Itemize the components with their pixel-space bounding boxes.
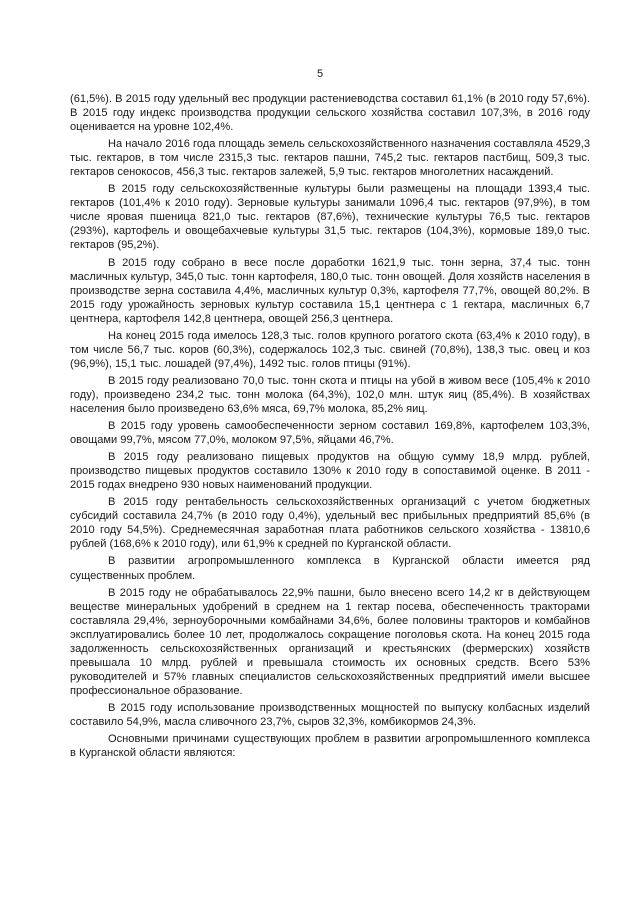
paragraph: Основными причинами существующих проблем в развитии агропромышленного комплекса в Курганской области являются:	[70, 733, 590, 760]
page-number: 5	[316, 68, 324, 80]
paragraph: В 2015 году реализовано 70,0 тыс. тонн скота и птицы на убой в живом весе (105,4% к 2010 году), произведено 234,2 тыс. тонн молока (64,3%), 102,0 млн. штук яиц (85,4%). В хозяйствах населения было произведено 63,6% мяса, 69,7% молока, 85,2% яиц.	[70, 374, 590, 415]
paragraph: В 2015 году использование производственных мощностей по выпуску колбасных изделий составило 54,9%, масла сливочного 23,7%, сыров 32,3%, комбикормов 24,3%.	[70, 701, 590, 728]
paragraph: В 2015 году собрано в весе после доработки 1621,9 тыс. тонн зерна, 37,4 тыс. тонн масличных культур, 345,0 тыс. тонн картофеля, 180,0 тыс. тонн овощей. Доля хозяйств населения в производстве зерна составила 4,4%, масличных культур 0,3%, картофеля 77,7%, овощей 80,2%. В 2015 году урожайность зерновых культур составила 15,1 центнера с 1 гектара, масличных 6,7 центнера, картофеля 142,8 центнера, овощей 256,3 центнера.	[70, 256, 590, 325]
paragraph: (61,5%). В 2015 году удельный вес продукции растениеводства составил 61,1% (в 2010 году 57,6%). В 2015 году индекс производства продукции сельского хозяйства составил 107,3%, в 2016 году оценивается на уровне 102,4%.	[70, 93, 590, 134]
paragraph: В 2015 году рентабельность сельскохозяйственных организаций с учетом бюджетных субсидий составила 24,7% (в 2010 году 0,4%), удельный вес прибыльных предприятий 85,6% (в 2010 году 54,5%). Среднемесячная заработная плата работников сельского хозяйства - 13810,6 рублей (168,6% к 2010 году), или 61,9% к средней по Курганской области.	[70, 496, 590, 551]
paragraph: На начало 2016 года площадь земель сельскохозяйственного назначения составляла 4529,3 тыс. гектаров, в том числе 2315,3 тыс. гектаров пашни, 745,2 тыс. гектаров пастбищ, 509,3 тыс. гектаров сенокосов, 456,3 тыс. гектаров залежей, 5,9 тыс. гектаров многолетних насаждений.	[70, 138, 590, 179]
paragraph: В развитии агропромышленного комплекса в Курганской области имеется ряд существенных проблем.	[70, 555, 590, 582]
paragraph: В 2015 году уровень самообеспеченности зерном составил 169,8%, картофелем 103,3%, овощами 99,7%, мясом 77,0%, молоком 97,5%, яйцами 46,7%.	[70, 420, 590, 447]
paragraph: На конец 2015 года имелось 128,3 тыс. голов крупного рогатого скота (63,4% к 2010 году), в том числе 56,7 тыс. коров (60,3%), содержалось 102,3 тыс. свиней (70,8%), 138,3 тыс. овец и коз (96,9%), 15,1 тыс. лошадей (97,4%), 1492 тыс. голов птицы (91%).	[70, 329, 590, 370]
paragraph: В 2015 году не обрабатывалось 22,9% пашни, было внесено всего 14,2 кг в действующем веществе минеральных удобрений в среднем на 1 гектар посева, обеспеченность тракторами составляла 29,4%, зерноуборочными комбайнами 34,6%, более половины тракторов и комбайнов эксплуатировались более 10 лет, продолжалось сокращение поголовья скота. На конец 2015 года задолженность сельскохозяйственных организаций и крестьянских (фермерских) хозяйств превышала 10 млрд. рублей и превышала стоимость их основных средств. Всего 53% руководителей и 57% главных специалистов сельскохозяйственных предприятий имели высшее профессиональное образование.	[70, 586, 590, 697]
paragraph: В 2015 году реализовано пищевых продуктов на общую сумму 18,9 млрд. рублей, производство пищевых продуктов составило 130% к 2010 году в сопоставимой оценке. В 2011 - 2015 годах внедрено 930 новых наименований продукции.	[70, 451, 590, 492]
paragraph: В 2015 году сельскохозяйственные культуры были размещены на площади 1393,4 тыс. гектаров (101,4% к 2010 году). Зерновые культуры занимали 1096,4 тыс. гектаров (97,9%), в том числе яровая пшеница 821,0 тыс. гектаров (87,6%), технические культуры 76,5 тыс. гектаров (293%), картофель и овощебахчевые культуры 31,5 тыс. гектаров (104,3%), кормовые 189,0 тыс. гектаров (95,2%).	[70, 183, 590, 252]
document-body	[70, 92, 590, 763]
